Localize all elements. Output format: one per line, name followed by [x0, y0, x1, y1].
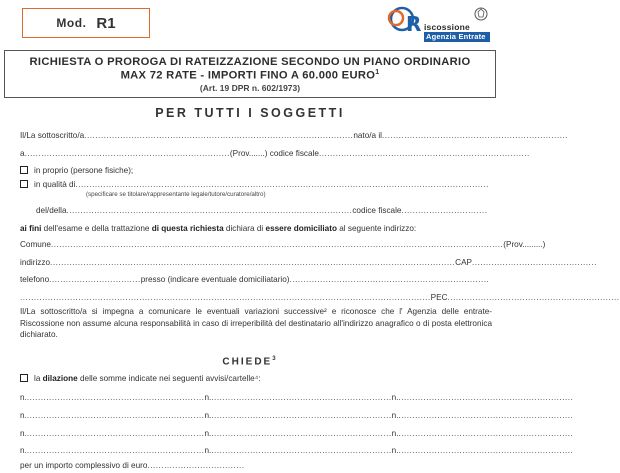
field-pec-prefix[interactable]: ....................................................................................................................................................	[20, 293, 431, 302]
title-line-2	[5, 69, 495, 82]
field-cartella[interactable]: ...............................................................	[398, 446, 574, 455]
chiede-text: CHIEDE	[222, 356, 273, 368]
field-telefono[interactable]: .................................	[49, 275, 141, 284]
label-presso: presso (indicare eventuale domiciliatario)	[140, 275, 290, 284]
label-n: n.	[204, 411, 212, 420]
mod-code: R1	[96, 14, 116, 32]
text-dilazione: dilazione	[42, 374, 78, 383]
label-indirizzo: indirizzo	[20, 258, 51, 267]
chiede-footnote-mark: 3	[272, 356, 278, 362]
field-comune[interactable]: ...................................................................................................................................................................	[50, 240, 504, 249]
cartella-row	[20, 429, 573, 438]
svg-text:R: R	[406, 12, 422, 36]
text-dilazione-rest: delle somme indicate nei seguenti avvisi/cartelle⁴:	[77, 374, 261, 383]
field-name[interactable]: .................................................................................................	[84, 131, 354, 140]
field-cartella[interactable]: .................................................................	[211, 393, 392, 402]
label-n: n.	[391, 429, 399, 438]
field-ente[interactable]: .......................................................................................................	[66, 206, 353, 215]
title-footnote-mark: 1	[375, 69, 380, 76]
cartella-row	[20, 446, 573, 455]
line-importo	[20, 461, 245, 470]
field-cartella[interactable]: ................................................................	[26, 446, 205, 455]
field-birth-place[interactable]: ..........................................................................	[24, 149, 230, 158]
field-birth-date[interactable]: ...................................................................	[382, 131, 568, 140]
label-codice-fiscale-2: codice fiscale	[352, 206, 402, 215]
label-a: a	[20, 149, 25, 158]
title-line-3: (Art. 19 DPR n. 602/1973)	[199, 82, 301, 93]
field-cartella[interactable]: ...............................................................	[398, 393, 574, 402]
text-ai-fini: ai fini	[20, 224, 42, 233]
label-prov-2: (Prov.........)	[503, 240, 546, 249]
label-n: n.	[20, 411, 27, 420]
section-heading-tutti: PER TUTTI I SOGGETTI	[155, 106, 345, 120]
field-cartella[interactable]: ................................................................	[26, 411, 205, 420]
line-telefono	[20, 275, 489, 284]
field-cartella[interactable]: .................................................................	[211, 411, 392, 420]
section-heading-chiede	[0, 356, 500, 367]
text-fini-e: essere domiciliato	[265, 224, 337, 233]
title-line-2-text: MAX 72 RATE - IMPORTI FINO A 60.000 EURO	[120, 69, 376, 82]
line-in-proprio	[20, 166, 133, 175]
field-cap[interactable]: .............................................	[472, 258, 597, 267]
line-sottoscritto	[20, 131, 568, 140]
line-pec	[20, 293, 620, 302]
checkbox-in-qualita[interactable]	[20, 180, 28, 188]
field-qualita[interactable]: .....................................................................................................................................................	[75, 180, 489, 189]
line-ai-fini	[20, 224, 416, 233]
model-code-box	[22, 8, 150, 38]
label-pec: PEC	[430, 293, 448, 302]
form-title-box	[4, 50, 496, 98]
text-fini-c: di questa richiesta	[151, 224, 224, 233]
field-importo[interactable]: ...................................	[147, 461, 245, 470]
line-luogo	[20, 149, 530, 158]
field-presso[interactable]: ........................................................................	[289, 275, 490, 284]
line-indirizzo	[20, 258, 597, 267]
hint-specificare: (specificare se titolare/rappresentante legale/tutore/curatore/altro)	[86, 191, 266, 198]
label-comune: Comune	[20, 240, 51, 249]
label-n: n.	[391, 446, 399, 455]
label-cap: CAP	[455, 258, 473, 267]
label-importo: per un importo complessivo di euro	[20, 461, 148, 470]
field-cartella[interactable]: .................................................................	[211, 429, 392, 438]
line-comune	[20, 240, 545, 249]
field-cartella[interactable]: .................................................................	[211, 446, 392, 455]
title-line-1: RICHIESTA O PROROGA DI RATEIZZAZIONE SECONDO UN PIANO ORDINARIO	[29, 56, 471, 68]
line-del-della	[36, 206, 488, 215]
checkbox-in-proprio[interactable]	[20, 166, 28, 174]
label-n: n.	[391, 393, 399, 402]
field-cartella[interactable]: ...............................................................	[398, 429, 574, 438]
logo-subtitle: Agenzia Entrate	[424, 32, 490, 42]
label-n: n.	[20, 393, 27, 402]
mod-label: Mod.	[56, 16, 87, 30]
field-indirizzo[interactable]: ..................................................................................................................................................	[50, 258, 456, 267]
cartella-row	[20, 393, 573, 402]
label-n: n.	[20, 429, 27, 438]
label-prov-cf: (Prov.......) codice fiscale	[229, 149, 319, 158]
paragraph-impegno: Il/La sottoscritto/a si impegna a comunicare le eventuali variazioni successive² e riconosce che l' Agenzia delle entrate-Riscossione non assume alcuna responsabilità in caso di irreperibilità del destinatario all'indirizzo anagrafico o di posta elettronica dichiarato.	[20, 307, 492, 339]
field-cartella[interactable]: ................................................................	[26, 393, 205, 402]
label-telefono: telefono	[20, 275, 50, 284]
line-in-qualita	[20, 180, 489, 189]
text-fini-b: dell'esame e della trattazione	[41, 224, 152, 233]
label-n: n.	[204, 446, 212, 455]
line-dilazione	[20, 374, 261, 383]
field-pec[interactable]: ..............................................................	[447, 293, 620, 302]
cartella-row	[20, 411, 573, 420]
text-la: la	[34, 374, 43, 383]
text-fini-d: dichiara di	[223, 224, 266, 233]
checkbox-dilazione[interactable]	[20, 374, 28, 382]
field-cartella[interactable]: ................................................................	[26, 429, 205, 438]
label-sottoscritto: Il/La sottoscritto/a	[20, 131, 85, 140]
label-n: n.	[204, 429, 212, 438]
label-in-qualita: in qualità di	[34, 180, 76, 189]
label-n: n.	[391, 411, 399, 420]
label-n: n.	[204, 393, 212, 402]
text-fini-f: al seguente indirizzo:	[336, 224, 417, 233]
agenzia-riscossione-logo	[382, 4, 492, 46]
field-cartella[interactable]: ...............................................................	[398, 411, 574, 420]
label-nato: nato/a il	[353, 131, 383, 140]
field-codice-fiscale[interactable]: ............................................................................	[318, 149, 530, 158]
field-codice-fiscale-ente[interactable]: ...............................	[401, 206, 488, 215]
label-n: n.	[20, 446, 27, 455]
logo-word: iscossione	[424, 22, 470, 32]
label-del-della: del/della	[36, 206, 67, 215]
label-in-proprio: in proprio (persone fisiche);	[34, 166, 134, 175]
